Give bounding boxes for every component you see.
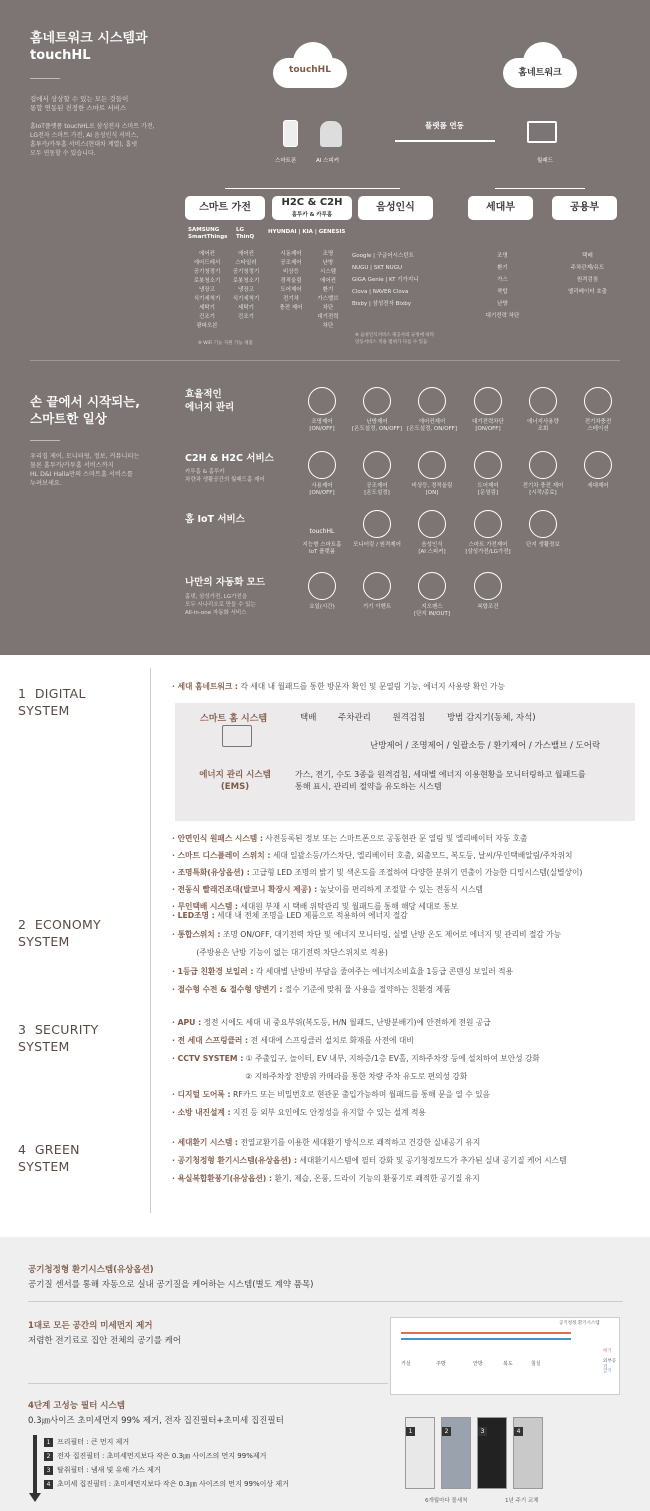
smartphone-icon — [283, 120, 298, 147]
air-h2: 1대로 모든 공간의 미세먼지 제거 — [28, 1321, 153, 1331]
list-item-label: · 안면인식 원패스 시스템 : — [172, 834, 263, 843]
list-item-text: 고급형 LED 조명의 밝기 및 색온도를 조절하여 다양한 분위기 연출이 가능한 디밍시스템(실별상이) — [249, 868, 583, 877]
list-item — [172, 833, 528, 844]
filter-number: 4 — [44, 1480, 53, 1489]
diagram-tag: 공기청정 환기시스템 — [559, 1321, 600, 1326]
group-h2c — [272, 196, 352, 220]
feature-label: 조명제어 [ON/OFF] — [309, 419, 335, 432]
air-p3: 0.3㎛사이즈 초미세먼지 99% 제거, 전자 집진필터+초미세 집진필터 — [28, 1416, 284, 1426]
feature-label: 전기차 충전 제어 [시작/종료] — [522, 483, 564, 496]
air-h3: 4단계 고성능 필터 시스템 — [28, 1401, 125, 1411]
feature-label: 단지 생활정보 — [526, 542, 560, 548]
list-item-text: 절수 기준에 맞춰 물 사용을 절약하는 친환경 제품 — [282, 985, 451, 994]
samsung-products: 에어컨 에어드레서 공기청정기 로봇청소기 냉장고 식기세척기 세탁기 건조기 광파오븐 — [193, 251, 221, 329]
filter-text: 전자 집진필터 : 초미세먼지보다 작은 0.3㎛ 사이즈의 먼지 99%제거 — [57, 1452, 267, 1460]
wifi-note: ※ WiFi 기능 지원 가능 제품 — [198, 341, 253, 346]
list-item-text: 높낮이를 편리하게 조절할 수 있는 전동식 시스템 — [317, 885, 483, 894]
intro-p1: 집에서 상상할 수 있는 모든 것들이 통합 연동된 진정한 스마트 서비스 — [30, 95, 129, 112]
row-iot-title: 홈 IoT 서비스 — [185, 514, 245, 525]
platform-link-label: 플랫폼 연동 — [425, 121, 464, 130]
list-item-text: 지진 등 외부 요인에도 안정성을 유지할 수 있는 설계 적용 — [230, 1108, 426, 1117]
feature-icon — [308, 387, 336, 415]
digital-line-1-text: 각 세대 내 월패드를 통한 방문자 확인 및 문열림 기능, 에너지 사용량 확인 가능 — [238, 682, 505, 691]
list-item-text: 세대 일괄소등/가스차단, 엘리베이터 호출, 외출모드, 복도등, 날씨/무인택배알림/주차위치 — [270, 851, 573, 860]
air-p1: 공기질 센서를 통해 자동으로 실내 공기질을 케어하는 시스템(별도 계약 품목) — [28, 1280, 314, 1290]
feature-icon — [363, 451, 391, 479]
list-item-label: · 전 세대 스프링클러 : — [172, 1036, 249, 1045]
digital-line-1 — [172, 681, 505, 692]
feature-label: 대기전력차단 [ON/OFF] — [472, 419, 504, 432]
system-security-num: 3 — [18, 1022, 27, 1037]
list-item — [172, 867, 582, 878]
filter-number: 1 — [44, 1438, 53, 1447]
list-item-label: · 스마트 디스플레이 스위치 : — [172, 851, 271, 860]
list-item-label: · LED조명 : — [172, 911, 215, 920]
divider — [30, 360, 620, 361]
digital-line-1-label: · 세대 홈네트워크 : — [172, 682, 239, 691]
list-item-text: RF카드 또는 비밀번호로 현관문 출입가능하며 월패드를 통해 문을 열 수 있음 — [230, 1090, 491, 1099]
list-item-label: · 조명특화(유상옵션) : — [172, 868, 250, 877]
feature-label: 모니터링 / 원격제어 — [353, 542, 401, 548]
room-label: 주방 — [436, 1361, 446, 1367]
row-auto-title: 나만의 자동화 모드 — [185, 577, 266, 588]
lg-products: 에어컨 스타일러 공기청정기 로봇청소기 냉장고 식기세척기 세탁기 건조기 — [232, 251, 260, 320]
feature-label: 스마트 가전제어 [삼성가전/LG가전] — [465, 542, 511, 555]
feature-icon — [418, 572, 446, 600]
filter-arrowhead — [29, 1493, 41, 1502]
list-item — [172, 1173, 480, 1184]
feature-label: 음성인식 [AI 스피커] — [418, 542, 446, 555]
list-item-label: · 욕실복합환풍기(유상옵션) : — [172, 1174, 273, 1183]
intro-line — [30, 78, 60, 79]
smart-home-box — [175, 703, 635, 821]
room-label: 안방 — [473, 1361, 483, 1367]
feature-label: 기기 이벤트 — [362, 604, 392, 610]
intro-title: 홈네트워크 시스템과 touchHL — [30, 31, 148, 63]
public-items: 택배 주차관제/유도 원격검침 엘리베이터 호출 — [568, 253, 607, 295]
list-item-text: (주방용은 난방 기능이 없는 대기전력 차단스위치로 적용) — [172, 948, 388, 957]
connector-left — [225, 188, 400, 189]
system-digital-num: 1 — [18, 686, 27, 701]
filter-arrow — [33, 1435, 37, 1495]
feature-icon — [529, 510, 557, 538]
smart-home-tablet-icon — [222, 725, 252, 747]
feature-icon — [584, 387, 612, 415]
air-divider-2 — [28, 1383, 388, 1384]
filter-image — [441, 1417, 471, 1489]
group-public: 공용부 — [552, 196, 617, 220]
list-item — [172, 929, 561, 940]
lg-logo: LG ThinQ — [236, 227, 255, 240]
touchhl-cloud — [265, 40, 355, 90]
sec1b-title: 손 끝에서 시작되는, 스마트한 일상 — [30, 394, 141, 426]
filter-item — [44, 1465, 161, 1476]
ventilation-diagram — [390, 1317, 620, 1395]
list-item-text: 조명 ON/OFF, 대기전력 차단 및 에너지 모니터링, 실별 난방 온도 제어로 에너지 및 관리비 절감 가능 — [220, 929, 562, 939]
list-item-label: · 무인택배 시스템 : — [172, 902, 239, 911]
feature-label: 에너지사용량 조회 — [527, 419, 559, 432]
feature-icon — [363, 387, 391, 415]
list-item-text: 세대환기시스템에 필터 강화 및 공기청정모드가 추가된 실내 공기질 케어 시스템 — [297, 1156, 567, 1165]
filter-item — [44, 1479, 289, 1490]
list-item-text: 전 세대에 스프링클러 설치로 화재를 사전에 대비 — [248, 1036, 414, 1045]
feature-icon — [308, 572, 336, 600]
filter-image-number: 2 — [442, 1427, 451, 1436]
filter-image-number: 3 — [478, 1427, 487, 1436]
ems-text: 가스, 전기, 수도 3종을 원격검침, 세대별 에너지 이용현황을 모니터링하고 월패드를 통해 표시, 관리비 절약을 유도하는 시스템 — [295, 770, 586, 791]
system-economy-num: 2 — [18, 917, 27, 932]
group-h2c-sub: 홈투카 & 카투홈 — [291, 212, 333, 218]
cycle-1-label: 6개월마다 물세척 — [425, 1498, 468, 1504]
voice-products: Google | 구글어시스턴트 NUGU | SKT NUGU GiGA Genie | KT 기가지니 Clova | NAVER Clova Bixby | 삼성전자 Bixby — [352, 253, 419, 307]
system-security — [18, 1021, 99, 1055]
list-item-label: · CCTV SYSTEM : — [172, 1054, 244, 1063]
filter-number: 2 — [44, 1452, 53, 1461]
list-item-text: 정전 시에도 세대 내 중요부위(복도등, H/N 월패드, 난방분배기)에 안전하게 전원 공급 — [201, 1018, 491, 1027]
air-p2: 저렴한 전기료로 집안 전체의 공기를 케어 — [28, 1336, 182, 1346]
wallpad-icon — [527, 121, 557, 143]
room-label: 복도 — [503, 1361, 513, 1367]
filter-image — [477, 1417, 507, 1489]
smart-home-items: 택배 주차관리 원격검침 방범 감지기(동체, 자석) — [300, 713, 536, 723]
system-digital-name: DIGITAL SYSTEM — [18, 686, 86, 718]
system-green-num: 4 — [18, 1142, 27, 1157]
hyundai-logo: HYUNDAI | KIA | GENESIS — [268, 229, 346, 235]
feature-icon — [418, 451, 446, 479]
list-item-label: · 1등급 친환경 보일러 : — [172, 966, 254, 976]
homenet-cloud-label: 홈네트워크 — [518, 68, 562, 78]
feature-icon — [418, 387, 446, 415]
feature-icon — [308, 451, 336, 479]
system-divider — [150, 668, 151, 1213]
row-c2h-title: C2H & H2C 서비스 — [185, 453, 274, 464]
list-item-label: · APU : — [172, 1018, 202, 1027]
filter-item — [44, 1437, 129, 1448]
sec1b-line — [30, 440, 60, 441]
smart-home-title: 스마트 홈 시스템 — [200, 714, 268, 724]
list-item — [172, 1089, 490, 1100]
list-item — [172, 1035, 414, 1046]
system-digital — [18, 685, 86, 719]
feature-icon — [474, 510, 502, 538]
filter-text: 탈취필터 : 냄새 및 유해 가스 제거 — [57, 1466, 161, 1474]
filter-text: 프리필터 : 큰 먼지 제거 — [57, 1438, 130, 1446]
h2c-products: 시동제어 공조제어 비상등 경적울림 도어제어 전기차 충전 제어 — [279, 251, 303, 311]
intro-p2: 홈IoT플랫폼 touchHL로 삼성전자 스마트 가전, LG전자 스마트 가전, AI 음성인식 서비스, 홈투카/카투홈 서비스(현대차 계열), 홈넷 모두 연동할 수 있습니다. — [30, 123, 155, 157]
list-item-text: 세대원 부재 시 택배 위탁관리 및 월패드를 통해 해당 세대로 통보 — [238, 902, 458, 911]
list-item — [172, 850, 572, 861]
feature-label: 전기차충전 스테이션 — [584, 419, 612, 432]
feature-label: 사용제어 [ON/OFF] — [309, 483, 335, 496]
feature-icon — [474, 451, 502, 479]
list-item — [172, 884, 483, 895]
homenet-cloud — [495, 40, 585, 90]
group-voice: 음성인식 — [358, 196, 433, 220]
wallpad-label: 월패드 — [537, 158, 553, 164]
diagram-exhaust: 배기 — [603, 1349, 612, 1354]
feature-label: 난방제어 [온도설정, ON/OFF] — [352, 419, 402, 432]
ems-title: 에너지 관리 시스템 (EMS) — [199, 770, 271, 792]
row-auto-sub: 홈넷, 삼성가전, LG가전을 모두 시나리오로 만들 수 있는 All-in-one 자동화 서비스 — [185, 594, 256, 616]
feature-label: 복합조건 — [477, 604, 499, 610]
air-h1: 공기청정형 환기시스템(유상옵션) — [28, 1265, 154, 1275]
list-item-text: ① 주출입구, 놀이터, EV 내부, 지하층/1층 EV홀, 지하주차장 등에 설치하여 보안성 강화 — [243, 1054, 540, 1063]
list-item — [172, 1137, 480, 1148]
feature-icon — [529, 451, 557, 479]
feature-icon — [308, 510, 336, 538]
voice-note: ※ 음성인식서비스 제공사의 규정에 따라 연동서비스 적용 범위가 다를 수 있음 — [355, 333, 435, 345]
list-item-label: · 디지털 도어록 : — [172, 1090, 231, 1099]
feature-icon — [529, 387, 557, 415]
smart-home-items-2: 난방제어 / 조명제어 / 일괄소등 / 환기제어 / 가스밸브 / 도어락 — [370, 741, 601, 751]
feature-icon — [474, 572, 502, 600]
filter-image — [405, 1417, 435, 1489]
air-purifier-section — [0, 1237, 650, 1511]
list-item — [172, 1053, 540, 1064]
list-item-label: · 전동식 빨래건조대(발코니 확장시 제공) : — [172, 885, 318, 894]
feature-icon — [584, 451, 612, 479]
list-item-text: 각 세대별 난방비 부담을 줄여주는 에너지소비효율 1등급 콘덴싱 보일러 적용 — [253, 966, 514, 976]
group-smart-appliance: 스마트 가전 — [185, 196, 265, 220]
list-item-label: · 소방 내진설계 : — [172, 1108, 231, 1117]
list-item — [172, 966, 513, 977]
list-item-text: 세대 내 전체 조명을 LED 제품으로 적용하여 에너지 절감 — [214, 911, 408, 920]
platform-link-arrow — [395, 140, 495, 142]
system-security-name: SECURITY SYSTEM — [18, 1022, 99, 1054]
system-economy — [18, 916, 101, 950]
filter-number: 3 — [44, 1466, 53, 1475]
cycle-2-label: 1년 주기 교체 — [505, 1498, 539, 1504]
list-item-text: 사전등록된 정보 또는 스마트폰으로 공동현관 문 열림 및 엘리베이터 자동 호출 — [262, 834, 528, 843]
filter-text: 초미세 집진필터 : 초미세먼지보다 작은 0.3㎛ 사이즈의 먼지 99%이상 제거 — [57, 1480, 289, 1488]
feature-label: 비상등, 경적울림 [ON] — [411, 483, 453, 496]
samsung-logo: SAMSUNG SmartThings — [188, 227, 228, 240]
feature-label: 에어컨제어 [온도설정, ON/OFF] — [407, 419, 457, 432]
feature-icon — [363, 510, 391, 538]
list-item-text: 환기, 제습, 온풍, 드라이 기능의 환풍기로 쾌적한 공기질 유지 — [272, 1174, 480, 1183]
feature-label: 세대제어 — [587, 483, 609, 489]
c2h-products: 조명 난방 시스템 에어컨 환기 가스밸브 차단 대기전력 차단 — [317, 251, 339, 329]
speaker-label: AI 스피커 — [316, 158, 340, 164]
list-item-text: 전열교환기를 이용한 세대환기 방식으로 쾌적하고 건강한 실내공기 유지 — [238, 1138, 481, 1147]
touchhl-icon-label: touchHL — [309, 528, 335, 535]
list-item — [172, 1017, 491, 1028]
row-c2h-sub: 카투홈 & 홈투카 차량과 생활공간의 월패드홈 제어 — [185, 469, 265, 483]
system-green-name: GREEN SYSTEM — [18, 1142, 80, 1174]
diagram-supply: 급기 — [603, 1369, 612, 1374]
feature-label: 공조제어 [온도설정] — [364, 483, 390, 496]
list-item-label: · 공기청정형 환기시스템(유상옵션) : — [172, 1156, 298, 1165]
filter-image-number: 4 — [514, 1427, 523, 1436]
feature-icon — [418, 510, 446, 538]
filter-item — [44, 1451, 266, 1462]
room-label: 침실 — [531, 1361, 541, 1367]
ai-speaker-icon — [320, 121, 342, 147]
feature-label: 지능형 스마트홈 IoT 플랫폼 — [302, 542, 342, 555]
list-item — [172, 947, 388, 958]
diagram-outside: 외부공기 — [603, 1359, 617, 1370]
list-item — [172, 1107, 426, 1118]
diagram-duct-red — [401, 1332, 571, 1334]
air-divider-1 — [28, 1301, 623, 1302]
phone-label: 스마트폰 — [275, 158, 297, 164]
feature-label: 도어제어 [문열림] — [477, 483, 499, 496]
system-economy-name: ECONOMY SYSTEM — [18, 917, 101, 949]
feature-icon — [474, 387, 502, 415]
diagram-duct-blue — [401, 1338, 571, 1340]
touchhl-cloud-label: touchHL — [289, 65, 331, 75]
touchhl-section — [0, 0, 650, 655]
room-label: 거실 — [401, 1361, 411, 1367]
household-items: 조명 환기 가스 쿡탑 난방 대기전력 차단 — [485, 253, 520, 319]
system-green — [18, 1141, 80, 1175]
sec1b-desc: 우리집 제어, 모니터링, 정보, 커뮤니티는 물론 홈투카/카투홈 서비스까지 HL D&I Halla만의 스마트홈 서비스를 누려보세요. — [30, 453, 140, 487]
list-item-label: · 세대환기 시스템 : — [172, 1138, 239, 1147]
group-h2c-label: H2C & C2H — [281, 197, 343, 208]
connector-right — [495, 188, 585, 189]
list-item-label: · 통합스위치 : — [172, 929, 221, 939]
list-item — [172, 910, 408, 921]
feature-label: 지오펜스 [단지 IN/OUT] — [414, 604, 450, 617]
feature-icon — [363, 572, 391, 600]
list-item-label: · 절수형 수전 & 절수형 양변기 : — [172, 985, 283, 994]
filter-image-number: 1 — [406, 1427, 415, 1436]
list-item — [172, 1155, 567, 1166]
group-household: 세대부 — [468, 196, 533, 220]
feature-label: 요일(시간) — [309, 604, 335, 610]
list-item-text: ② 지하주차장 전방위 카메라를 통한 차량 주차 유도로 편의성 강화 — [172, 1072, 468, 1081]
list-item — [172, 1071, 467, 1082]
filter-image — [513, 1417, 543, 1489]
row-energy-title: 효율적인 에너지 관리 — [185, 389, 235, 413]
list-item — [172, 984, 451, 995]
